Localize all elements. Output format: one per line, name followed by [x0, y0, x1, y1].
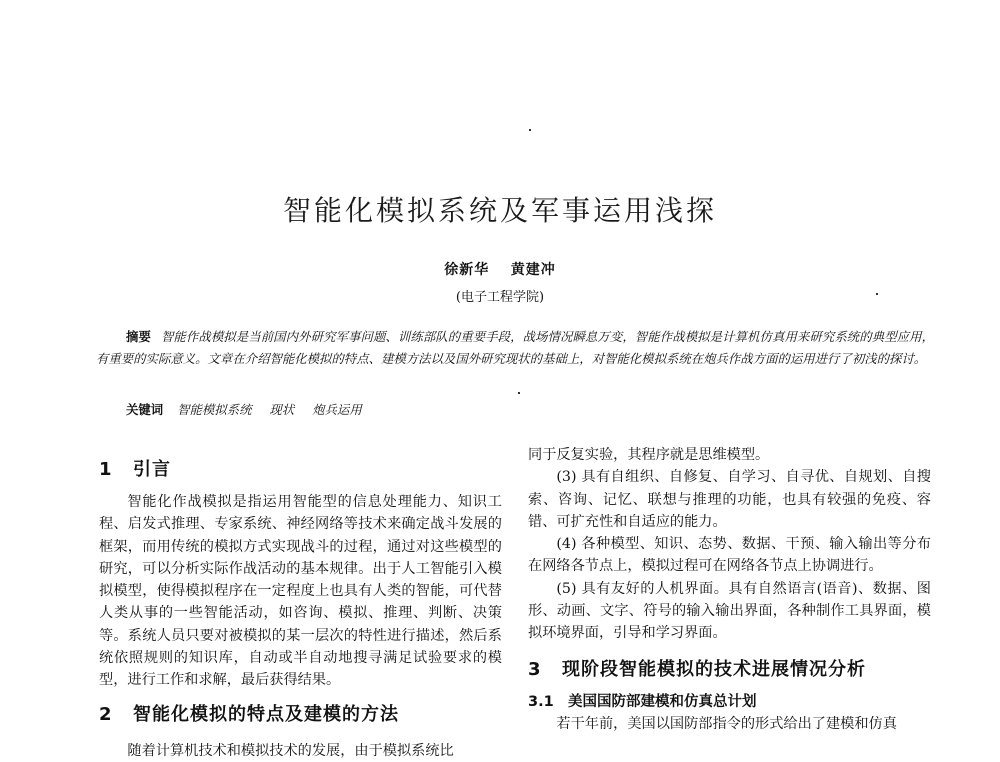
- keywords-label: 关键词: [126, 402, 164, 417]
- abstract-text: 智能作战模拟是当前国内外研究军事问题、训练部队的重要手段，战场情况瞬息万变，智能作战模拟是计算机仿真用来研究系统的典型应用，有重要的实际意义。文章在介绍智能化模拟的特点、建模方法以及国外研究现状的基础上，对智能化模拟系统在炮兵作战方面的运用进行了初浅的探讨。: [96, 329, 935, 366]
- scan-speck: [529, 129, 531, 131]
- abstract: [96, 326, 934, 369]
- list-item-3: (3) 具有自组织、自修复、自学习、自寻优、自规划、自搜索、咨询、记忆、联想与推理的功能，也具有较强的免疫、容错、可扩充性和自适应的能力。: [528, 469, 931, 530]
- section-heading-2: [99, 700, 502, 730]
- section-heading-1: [99, 455, 502, 485]
- keyword: 智能模拟系统: [177, 402, 252, 417]
- subsection-heading-3-1: [528, 691, 931, 713]
- keyword: 炮兵运用: [312, 402, 362, 417]
- section-number: 3.1: [528, 693, 554, 710]
- section-number: 3: [528, 658, 542, 680]
- list-item-4: (4) 各种模型、知识、态势、数据、干预、输入输出等分布在网络各节点上，模拟过程可在网络各节点上协调进行。: [528, 536, 931, 575]
- paper-title: 智能化模拟系统及军事运用浅探: [282, 194, 717, 227]
- affiliation: (电子工程学院): [455, 290, 545, 305]
- section-title: 美国国防部建模和仿真总计划: [568, 693, 757, 710]
- abstract-label: 摘要: [126, 329, 151, 344]
- left-column: [99, 455, 502, 762]
- section-number: 1: [99, 459, 113, 480]
- keyword: 现状: [269, 402, 295, 417]
- section-title: 智能化模拟的特点及建模的方法: [133, 703, 399, 725]
- paragraph-s31-partial: 若干年前，美国以国防部指令的形式给出了建模和仿真: [556, 715, 897, 732]
- authors: [0, 259, 1000, 279]
- section-heading-3: [528, 655, 931, 685]
- section-title: 现阶段智能模拟的技术进展情况分析: [562, 658, 866, 680]
- paragraph-continued: 同于反复实验，其程序就是思维模型。: [528, 447, 770, 463]
- keywords: [126, 400, 376, 418]
- paragraph-s2-partial: 随着计算机技术和模拟技术的发展，由于模拟系统比: [127, 742, 454, 759]
- section-title: 引言: [133, 459, 171, 480]
- scan-speck: [518, 392, 520, 394]
- section-number: 2: [99, 703, 113, 725]
- paragraph-intro: 智能化作战模拟是指运用智能型的信息处理能力、知识工程、启发式推理、专家系统、神经网络等技术来确定战斗发展的框架，而用传统的模拟方式实现战斗的过程，通过对这些模型的研究，可以分析实际作战活动的基本规律。出于人工智能引入模拟模型，使得模拟程序在一定程度上也具有人类的智能，可代替人类从事的一些智能活动，如咨询、模拟、推理、判断、决策等。系统人员只要对被模拟的某一层次的特性进行描述，然后系统依照规则的知识库，自动或半自动地搜寻满足试验要求的模型，进行工作和求解，最后获得结果。: [99, 494, 502, 689]
- right-column: [528, 444, 931, 735]
- author-name: 徐新华: [444, 262, 490, 278]
- list-item-5: (5) 具有友好的人机界面。具有自然语言(语音)、数据、图形、动画、文字、符号的输入输出界面，各种制作工具界面，模拟环境界面，引导和学习界面。: [528, 580, 931, 642]
- author-name: 黄建冲: [510, 262, 556, 278]
